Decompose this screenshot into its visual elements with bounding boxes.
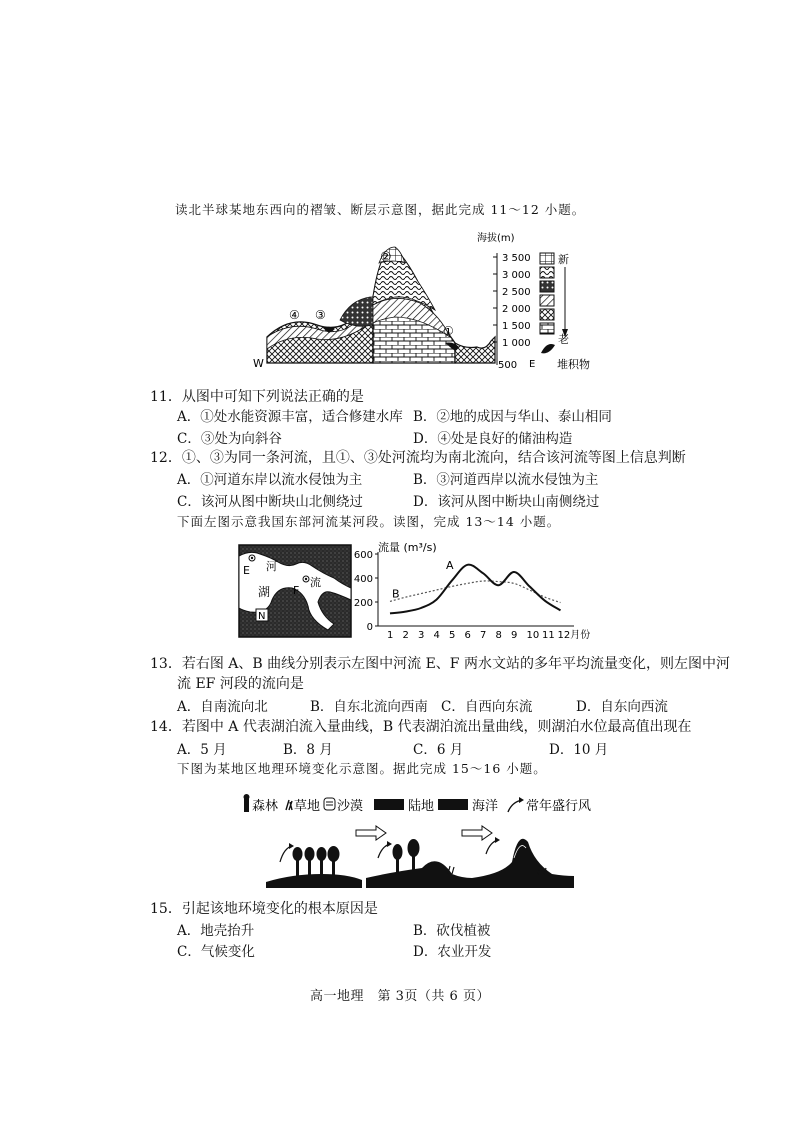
q11-option-d[interactable]: D．④处是良好的储油构造	[413, 431, 573, 447]
q13-stem-line2: 流 EF 河段的流向是	[177, 676, 304, 692]
label-e: E	[529, 359, 536, 370]
transition-arrow-2	[462, 826, 492, 840]
x-tick-label: 7	[480, 630, 487, 641]
river-map	[238, 544, 352, 638]
x-tick-label: 4	[433, 630, 440, 641]
map-label-f: F	[293, 584, 300, 597]
q12-option-b[interactable]: B．③河道西岸以流水侵蚀为主	[413, 472, 599, 488]
intro-15-16: 下图为某地区地理环境变化示意图。据此完成 15～16 小题。	[177, 761, 547, 776]
altitude-axis-title: 海拔(m)	[477, 233, 515, 244]
left-dark-layer	[340, 297, 373, 326]
legend-ocean: 海洋	[472, 799, 499, 814]
legend-old: 老	[558, 333, 569, 346]
q13-option-d[interactable]: D．自东向西流	[576, 699, 668, 715]
tick-1500: 1 500	[502, 321, 531, 332]
transition-arrow-1	[356, 826, 386, 840]
q11-option-c[interactable]: C．③处为向斜谷	[177, 431, 282, 447]
q12-option-a[interactable]: A．①河道东岸以流水侵蚀为主	[177, 472, 363, 488]
legend-forest: 森林	[252, 799, 279, 814]
x-tick-label: 2	[402, 630, 409, 641]
intro-13-14: 下面左图示意我国东部河流某河段。读图，完成 13～14 小题。	[177, 514, 561, 529]
legend-grass: 草地	[294, 799, 321, 814]
tick-3500: 3 500	[502, 253, 531, 264]
tick-3000: 3 000	[502, 270, 531, 281]
q14-option-c[interactable]: C．6 月	[413, 742, 464, 758]
x-tick-label: 1	[387, 630, 394, 641]
x-tick-label: 10	[526, 630, 540, 641]
series-b-label: B	[392, 587, 400, 601]
land-swatch	[374, 799, 404, 810]
tree-icon	[244, 794, 250, 812]
series-a-label: A	[446, 558, 454, 572]
q14-stem: 14．若图中 A 代表湖泊流入量曲线，B 代表湖泊流出量曲线，则湖泊水位最高值出现在	[150, 719, 692, 735]
map-label-hu: 湖	[258, 585, 271, 599]
x-tick-label: 6	[464, 630, 471, 641]
q15-option-b[interactable]: B．砍伐植被	[413, 923, 491, 939]
q11-option-b[interactable]: B．②地的成因与华山、泰山相同	[413, 409, 612, 425]
stage-1-forest	[266, 843, 362, 888]
environment-legend	[240, 792, 610, 816]
x-tick-label: 8	[495, 630, 502, 641]
map-north: N	[258, 611, 266, 622]
legend-wind: 常年盛行风	[526, 799, 592, 814]
q14-option-a[interactable]: A．5 月	[177, 742, 227, 758]
y-tick-label: 200	[353, 598, 373, 609]
environment-change-diagram	[262, 822, 578, 890]
desert-icon	[324, 798, 335, 810]
q13-option-a[interactable]: A．自南流向北	[177, 699, 268, 715]
q14-option-b[interactable]: B．8 月	[283, 742, 333, 758]
q11-option-a[interactable]: A．①处水能资源丰富，适合修建水库	[177, 409, 403, 425]
stage-3-desert	[472, 837, 574, 888]
x-tick-label: 9	[511, 630, 518, 641]
ocean-swatch	[438, 799, 468, 810]
chart-title: 流量 (m³/s)	[378, 541, 437, 554]
tick-2500: 2 500	[502, 287, 531, 298]
stage-2-grassland	[366, 839, 472, 888]
legend-new: 新	[558, 253, 569, 266]
q12-stem: 12．①、③为同一条河流，且①、③处河流均为南北流向，结合该河流等图上信息判断	[150, 450, 686, 466]
x-tick-label: 5	[449, 630, 456, 641]
label-w: W	[253, 357, 264, 370]
q13-option-b[interactable]: B．自东北流向西南	[310, 699, 428, 715]
label-2: ②	[380, 250, 392, 265]
fold-fault-diagram	[245, 225, 605, 375]
y-tick-label: 400	[353, 574, 373, 585]
label-3: ③	[315, 308, 326, 322]
tick-500: 500	[498, 360, 518, 371]
q11-stem: 11．从图中可知下列说法正确的是	[150, 389, 364, 405]
q12-option-d[interactable]: D．该河从图中断块山南侧绕过	[413, 494, 600, 510]
label-4: ④	[289, 308, 300, 322]
series-a-line	[390, 565, 561, 614]
legend-land: 陆地	[408, 799, 435, 814]
right-block	[455, 337, 495, 363]
q15-option-c[interactable]: C．气候变化	[177, 944, 255, 960]
q13-stem-line1: 13．若右图 A、B 曲线分别表示左图中河流 E、F 两水文站的多年平均流量变化，则左图中河	[150, 656, 730, 672]
tick-2000: 2 000	[502, 304, 531, 315]
q14-option-d[interactable]: D．10 月	[549, 742, 609, 758]
y-tick-label: 600	[353, 550, 373, 561]
intro-11-12: 读北半球某地东西向的褶皱、断层示意图，据此完成 11～12 小题。	[175, 202, 586, 217]
q13-option-c[interactable]: C．自西向东流	[441, 699, 533, 715]
map-label-he: 河	[266, 560, 277, 573]
x-tick-label: 11	[542, 630, 555, 641]
q15-option-d[interactable]: D．农业开发	[413, 944, 492, 960]
map-label-liu: 流	[310, 576, 321, 589]
page-footer: 高一地理 第 3页（共 6 页）	[310, 989, 490, 1004]
map-label-e: E	[243, 564, 250, 577]
y-tick-label: 0	[366, 622, 373, 633]
tick-1000: 1 000	[502, 338, 531, 349]
q15-stem: 15．引起该地环境变化的根本原因是	[150, 901, 378, 917]
q15-option-a[interactable]: A．地壳抬升	[177, 923, 255, 939]
x-tick-label: 3	[418, 630, 425, 641]
grass-icon	[286, 800, 292, 810]
legend-deposit: 堆积物	[557, 358, 590, 371]
x-tick-label: 12月份	[557, 630, 591, 641]
legend-desert: 沙漠	[337, 799, 364, 814]
flow-chart	[342, 540, 612, 648]
q12-option-c[interactable]: C．该河从图中断块山北侧绕过	[177, 494, 363, 510]
label-1: ①	[443, 324, 454, 338]
